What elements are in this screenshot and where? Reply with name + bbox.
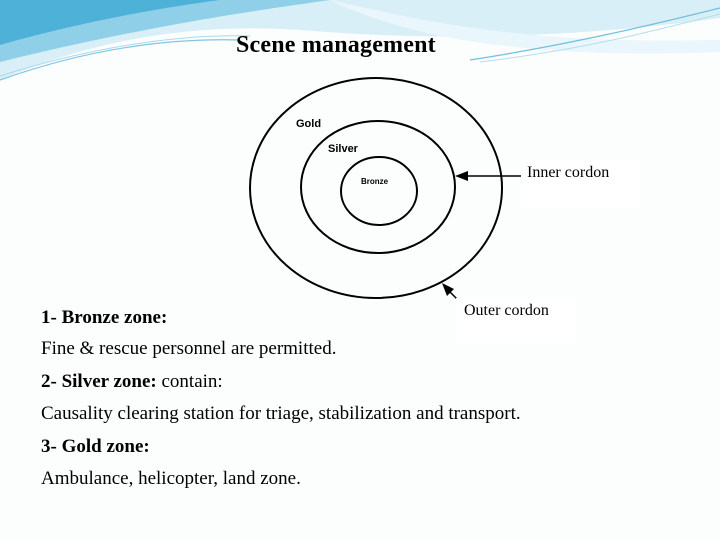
inner-cordon-label [521, 160, 639, 208]
outer-cordon-label [456, 298, 576, 344]
silver-zone-label: Silver [328, 143, 358, 155]
bronze-zone-circle [341, 157, 417, 225]
silver-heading-suffix: contain: [156, 371, 223, 392]
gold-zone-label: Gold [296, 118, 322, 130]
inner-cordon-arrowhead [455, 171, 468, 181]
bronze-zone-label: Bronze [361, 177, 389, 186]
gold-heading: 3- Gold zone: [41, 436, 150, 457]
silver-description: Causality clearing station for triage, stabilization and transport. [41, 403, 521, 424]
bronze-heading: 1- Bronze zone: [41, 307, 168, 328]
silver-heading: 2- Silver zone: [41, 371, 157, 392]
gold-description: Ambulance, helicopter, land zone. [41, 468, 301, 489]
bronze-description: Fine & rescue personnel are permitted. [41, 338, 337, 359]
inner-cordon-text: Inner cordon [527, 164, 610, 181]
slide-title: Scene management [236, 32, 436, 58]
silver-heading-line [41, 371, 223, 393]
silver-zone-circle [301, 121, 455, 253]
gold-zone-circle [250, 78, 502, 298]
outer-cordon-text: Outer cordon [464, 302, 549, 319]
